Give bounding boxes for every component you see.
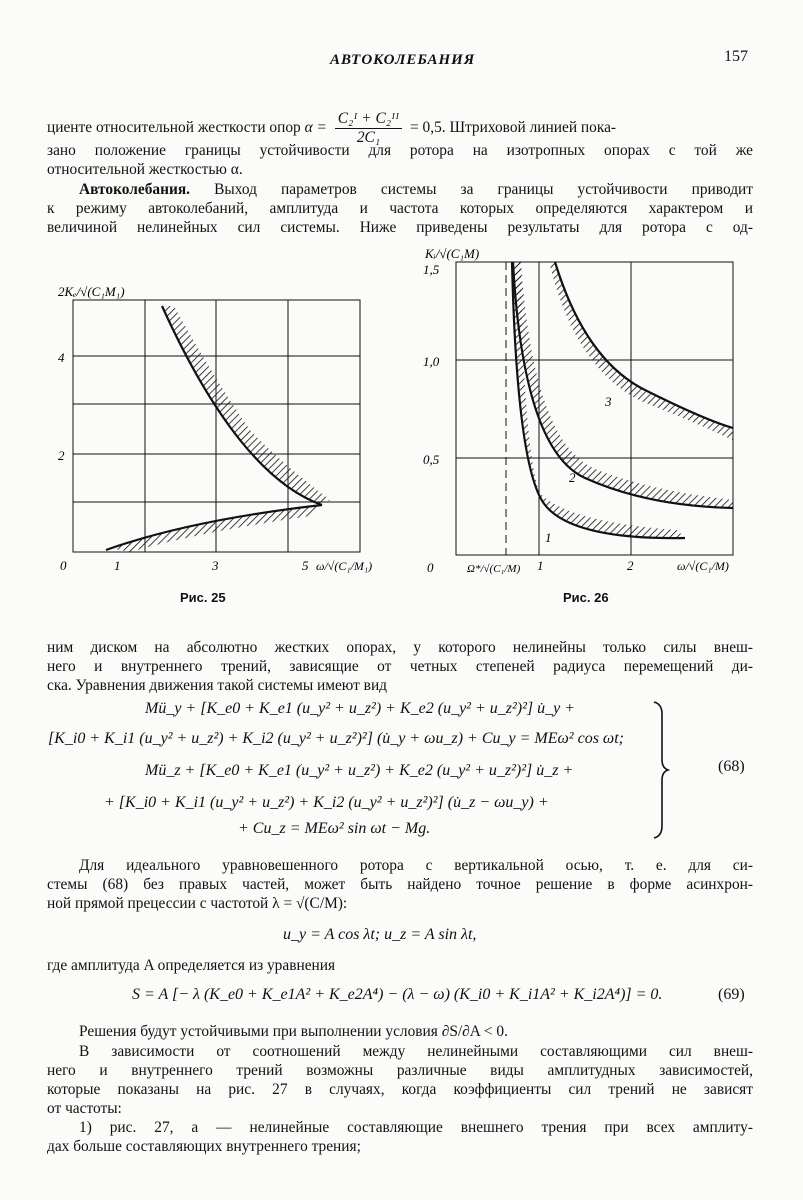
para3-line3: ска. Уравнения движения такой системы имеют вид xyxy=(47,677,388,694)
fig25-xtick-5: 5 xyxy=(302,558,309,573)
fig26-caption: Рис. 26 xyxy=(563,590,609,605)
eq68-right-brace xyxy=(650,700,670,840)
fig26-omega-star-label: Ω*/√(C₁/M) xyxy=(467,563,521,575)
fig26-curve-label-1: 1 xyxy=(545,530,552,545)
figure-26 xyxy=(415,240,760,580)
section-heading: Автоколебания. xyxy=(79,181,191,198)
fig25-ytick-2: 2 xyxy=(58,448,65,463)
para8-line2: дах больше составляющих внутреннего трения; xyxy=(47,1138,361,1155)
fraction-numerator: C₂ᴵ + C₂ᴵᴵ xyxy=(335,110,402,129)
fig25-xtick-3: 3 xyxy=(212,558,219,573)
para4-line3: ной прямой прецессии с частотой λ = √(C/M): xyxy=(47,895,348,912)
fig26-ytick-1-0: 1,0 xyxy=(423,354,440,369)
para1-line2: зано положение границы устойчивости для ротора на изотропных опорах с той же xyxy=(47,142,753,159)
fig26-xtick-1: 1 xyxy=(537,558,544,573)
fig25-upper-hatch xyxy=(162,306,330,505)
fig25-xlabel: ω/√(C₁/M₁) xyxy=(316,559,373,573)
eq69: S = A [− λ (K_e0 + K_e1A² + K_e2A⁴) − (λ − ω) (K_i0 + K_i1A² + K_i2A⁴)] = 0. xyxy=(132,986,663,1003)
fig25-ylabel: 2Kₑ/√(C₁M₁) xyxy=(58,284,125,299)
para7-line3: которые показаны на рис. 27 в случаях, когда коэффициенты сил трений не зависят xyxy=(47,1081,753,1098)
fig25-xtick-1: 1 xyxy=(114,558,121,573)
fig26-ylabel: Kᵢ/√(C₁M) xyxy=(425,246,480,261)
eq68-line5: + Cu_z = MEω² sin ωt − Mg. xyxy=(238,820,431,837)
para4-line1: Для идеального уравновешенного ротора с вертикальной осью, т. е. для си- xyxy=(79,857,753,874)
alpha-symbol: α = xyxy=(304,119,327,137)
para7-line2: него и внутреннего трений возможны различные виды амплитудных зависимостей, xyxy=(47,1062,753,1079)
para2-line2: к режиму автоколебаний, амплитуда и частота которых определяются характером и xyxy=(47,200,753,217)
para6-line1: Решения будут устойчивыми при выполнении условия ∂S/∂A < 0. xyxy=(79,1023,508,1040)
para5-line1: где амплитуда A определяется из уравнения xyxy=(47,957,336,974)
fraction-denominator: 2C₁ xyxy=(356,129,381,146)
figure-25 xyxy=(40,280,400,580)
solution-equation: u_y = A cos λt; u_z = A sin λt, xyxy=(283,926,477,943)
fig25-origin: 0 xyxy=(60,558,67,573)
fig26-xtick-2: 2 xyxy=(627,558,634,573)
para1-text-pre: циенте относительной жесткости опор xyxy=(47,119,301,137)
eq68-line4: + [K_i0 + K_i1 (u_y² + u_z²) + K_i2 (u_y² + u_z²)²] (u̇_z − ωu_y) + xyxy=(104,794,549,811)
para2-text: Выход параметров системы за границы устойчивости приводит xyxy=(214,181,753,198)
fig26-curve-label-3: 3 xyxy=(605,394,612,409)
para2-line1 xyxy=(79,180,753,199)
eq68-line1: Mü_y + [K_e0 + K_e1 (u_y² + u_z²) + K_e2 (u_y² + u_z²)²] u̇_y + xyxy=(145,700,576,717)
fig26-ytick-1-5: 1,5 xyxy=(423,262,440,277)
eq68-line2: [K_i0 + K_i1 (u_y² + u_z²) + K_i2 (u_y² + u_z²)²] (u̇_y + ωu_z) + Cu_y = MEω² cos ωt; xyxy=(48,730,624,747)
para2-line3: величиной нелинейных сил системы. Ниже приведены результаты для ротора с од- xyxy=(47,219,753,236)
fig25-ytick-4: 4 xyxy=(58,350,65,365)
fig25-grid xyxy=(73,300,360,552)
para7-line4: от частоты: xyxy=(47,1100,122,1117)
fig26-ytick-0-5: 0,5 xyxy=(423,452,440,467)
eq68-line3: Mü_z + [K_e0 + K_e1 (u_y² + u_z²) + K_e2 (u_y² + u_z²)²] u̇_z + xyxy=(145,762,574,779)
fig26-grid xyxy=(456,262,733,555)
para3-line2: него и внутреннего трений, зависящие от четных степеней радиуса перемещений ди- xyxy=(47,658,753,675)
running-header: АВТОКОЛЕБАНИЯ xyxy=(330,52,476,68)
para4-line2: стемы (68) без правых частей, может быть найдено точное решение в форме асинхрон- xyxy=(47,876,753,893)
fig26-origin: 0 xyxy=(427,560,434,575)
fig26-xlabel: ω/√(C₁/M) xyxy=(677,559,729,573)
para1-text-post: = 0,5. Штриховой линией пока- xyxy=(410,119,617,137)
eq68-number: (68) xyxy=(718,758,745,775)
fig25-caption: Рис. 25 xyxy=(180,590,226,605)
para8-line1: 1) рис. 27, а — нелинейные составляющие внешнего трения при всех амплиту- xyxy=(79,1119,753,1136)
para1-line3: относительной жесткостью α. xyxy=(47,161,243,178)
para7-line1: В зависимости от соотношений между нелинейными составляющими сил внеш- xyxy=(79,1043,753,1060)
fig26-curve-label-2: 2 xyxy=(569,470,576,485)
para3-line1: ним диском на абсолютно жестких опорах, у которого нелинейны только силы внеш- xyxy=(47,639,753,656)
eq69-number: (69) xyxy=(718,986,745,1003)
fig26-curve-3-hatch xyxy=(549,262,733,440)
page-number: 157 xyxy=(724,48,748,65)
